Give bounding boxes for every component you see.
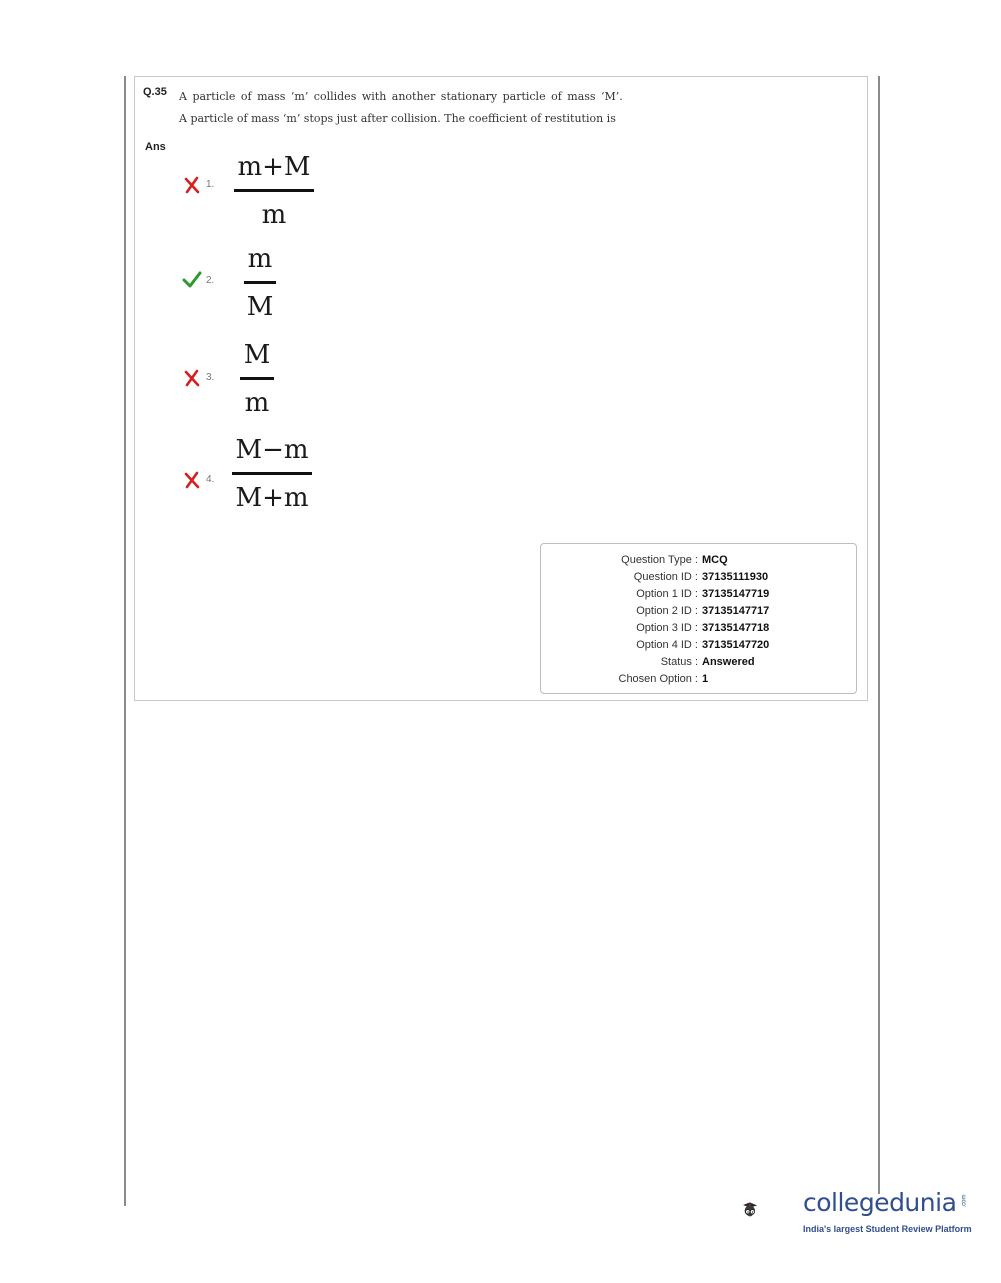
- info-label: Chosen Option :: [618, 673, 698, 685]
- fraction-denominator: M+m: [235, 483, 309, 513]
- fraction-numerator: m+M: [237, 152, 311, 182]
- info-row-status: [541, 654, 858, 671]
- question-text-line-2: A particle of mass ‘m’ stops just after collision. The coefficient of restitution is: [179, 112, 616, 125]
- info-label: Option 1 ID :: [636, 588, 698, 600]
- info-row-option-3-id: [541, 620, 858, 637]
- info-value: 37135147719: [702, 588, 770, 600]
- info-row-question-type: [541, 552, 858, 569]
- option-number: 1.: [206, 179, 215, 190]
- info-value: 1: [702, 673, 709, 685]
- question-number: Q.35: [143, 86, 167, 98]
- check-icon: [182, 270, 202, 290]
- brand-name: collegedunia: [803, 1188, 957, 1217]
- info-row-option-1-id: [541, 586, 858, 603]
- info-label: Option 2 ID :: [636, 605, 698, 617]
- option-number: 3.: [206, 372, 215, 383]
- fraction-denominator: m: [244, 388, 270, 418]
- info-label: Status :: [660, 656, 698, 668]
- cross-icon: [182, 175, 202, 195]
- info-label: Question ID :: [633, 571, 698, 583]
- fraction-denominator: m: [261, 200, 287, 230]
- option-4-fraction[interactable]: [232, 433, 312, 515]
- info-row-option-4-id: [541, 637, 858, 654]
- question-text-line-1: A particle of mass ‘m’ collides with another stationary particle of mass ‘M’.: [179, 90, 623, 103]
- info-value: MCQ: [702, 554, 728, 566]
- cross-icon: [182, 470, 202, 490]
- collegedunia-mascot-icon: [742, 1176, 802, 1246]
- info-value: 37135147718: [702, 622, 770, 634]
- option-number: 2.: [206, 275, 215, 286]
- info-label: Option 3 ID :: [636, 622, 698, 634]
- fraction-bar: [234, 189, 314, 192]
- fraction-denominator: M: [246, 292, 274, 322]
- fraction-bar: [244, 281, 276, 284]
- info-label: Option 4 ID :: [636, 639, 698, 651]
- right-margin-line: [878, 76, 880, 1194]
- info-row-option-2-id: [541, 603, 858, 620]
- fraction-bar: [232, 472, 312, 475]
- option-number: 4.: [206, 474, 215, 485]
- info-row-question-id: [541, 569, 858, 586]
- option-3-fraction[interactable]: [240, 338, 274, 420]
- info-value: 37135147720: [702, 639, 770, 651]
- question-info-box: [540, 543, 857, 694]
- info-value: 37135111930: [702, 571, 769, 583]
- info-label: Question Type :: [621, 554, 698, 566]
- option-1-fraction[interactable]: [234, 150, 314, 232]
- brand-suffix: .com: [961, 1194, 968, 1208]
- info-value: Answered: [702, 656, 755, 668]
- info-row-chosen-option: [541, 671, 858, 688]
- brand-tagline: India's largest Student Review Platform: [803, 1224, 972, 1234]
- fraction-numerator: m: [247, 244, 273, 274]
- answer-label: Ans: [145, 141, 166, 153]
- info-value: 37135147717: [702, 605, 770, 617]
- fraction-numerator: M: [243, 340, 271, 370]
- cross-icon: [182, 368, 202, 388]
- left-margin-line: [124, 76, 126, 1206]
- fraction-numerator: M−m: [235, 435, 309, 465]
- fraction-bar: [240, 377, 274, 380]
- option-2-fraction[interactable]: [244, 242, 276, 324]
